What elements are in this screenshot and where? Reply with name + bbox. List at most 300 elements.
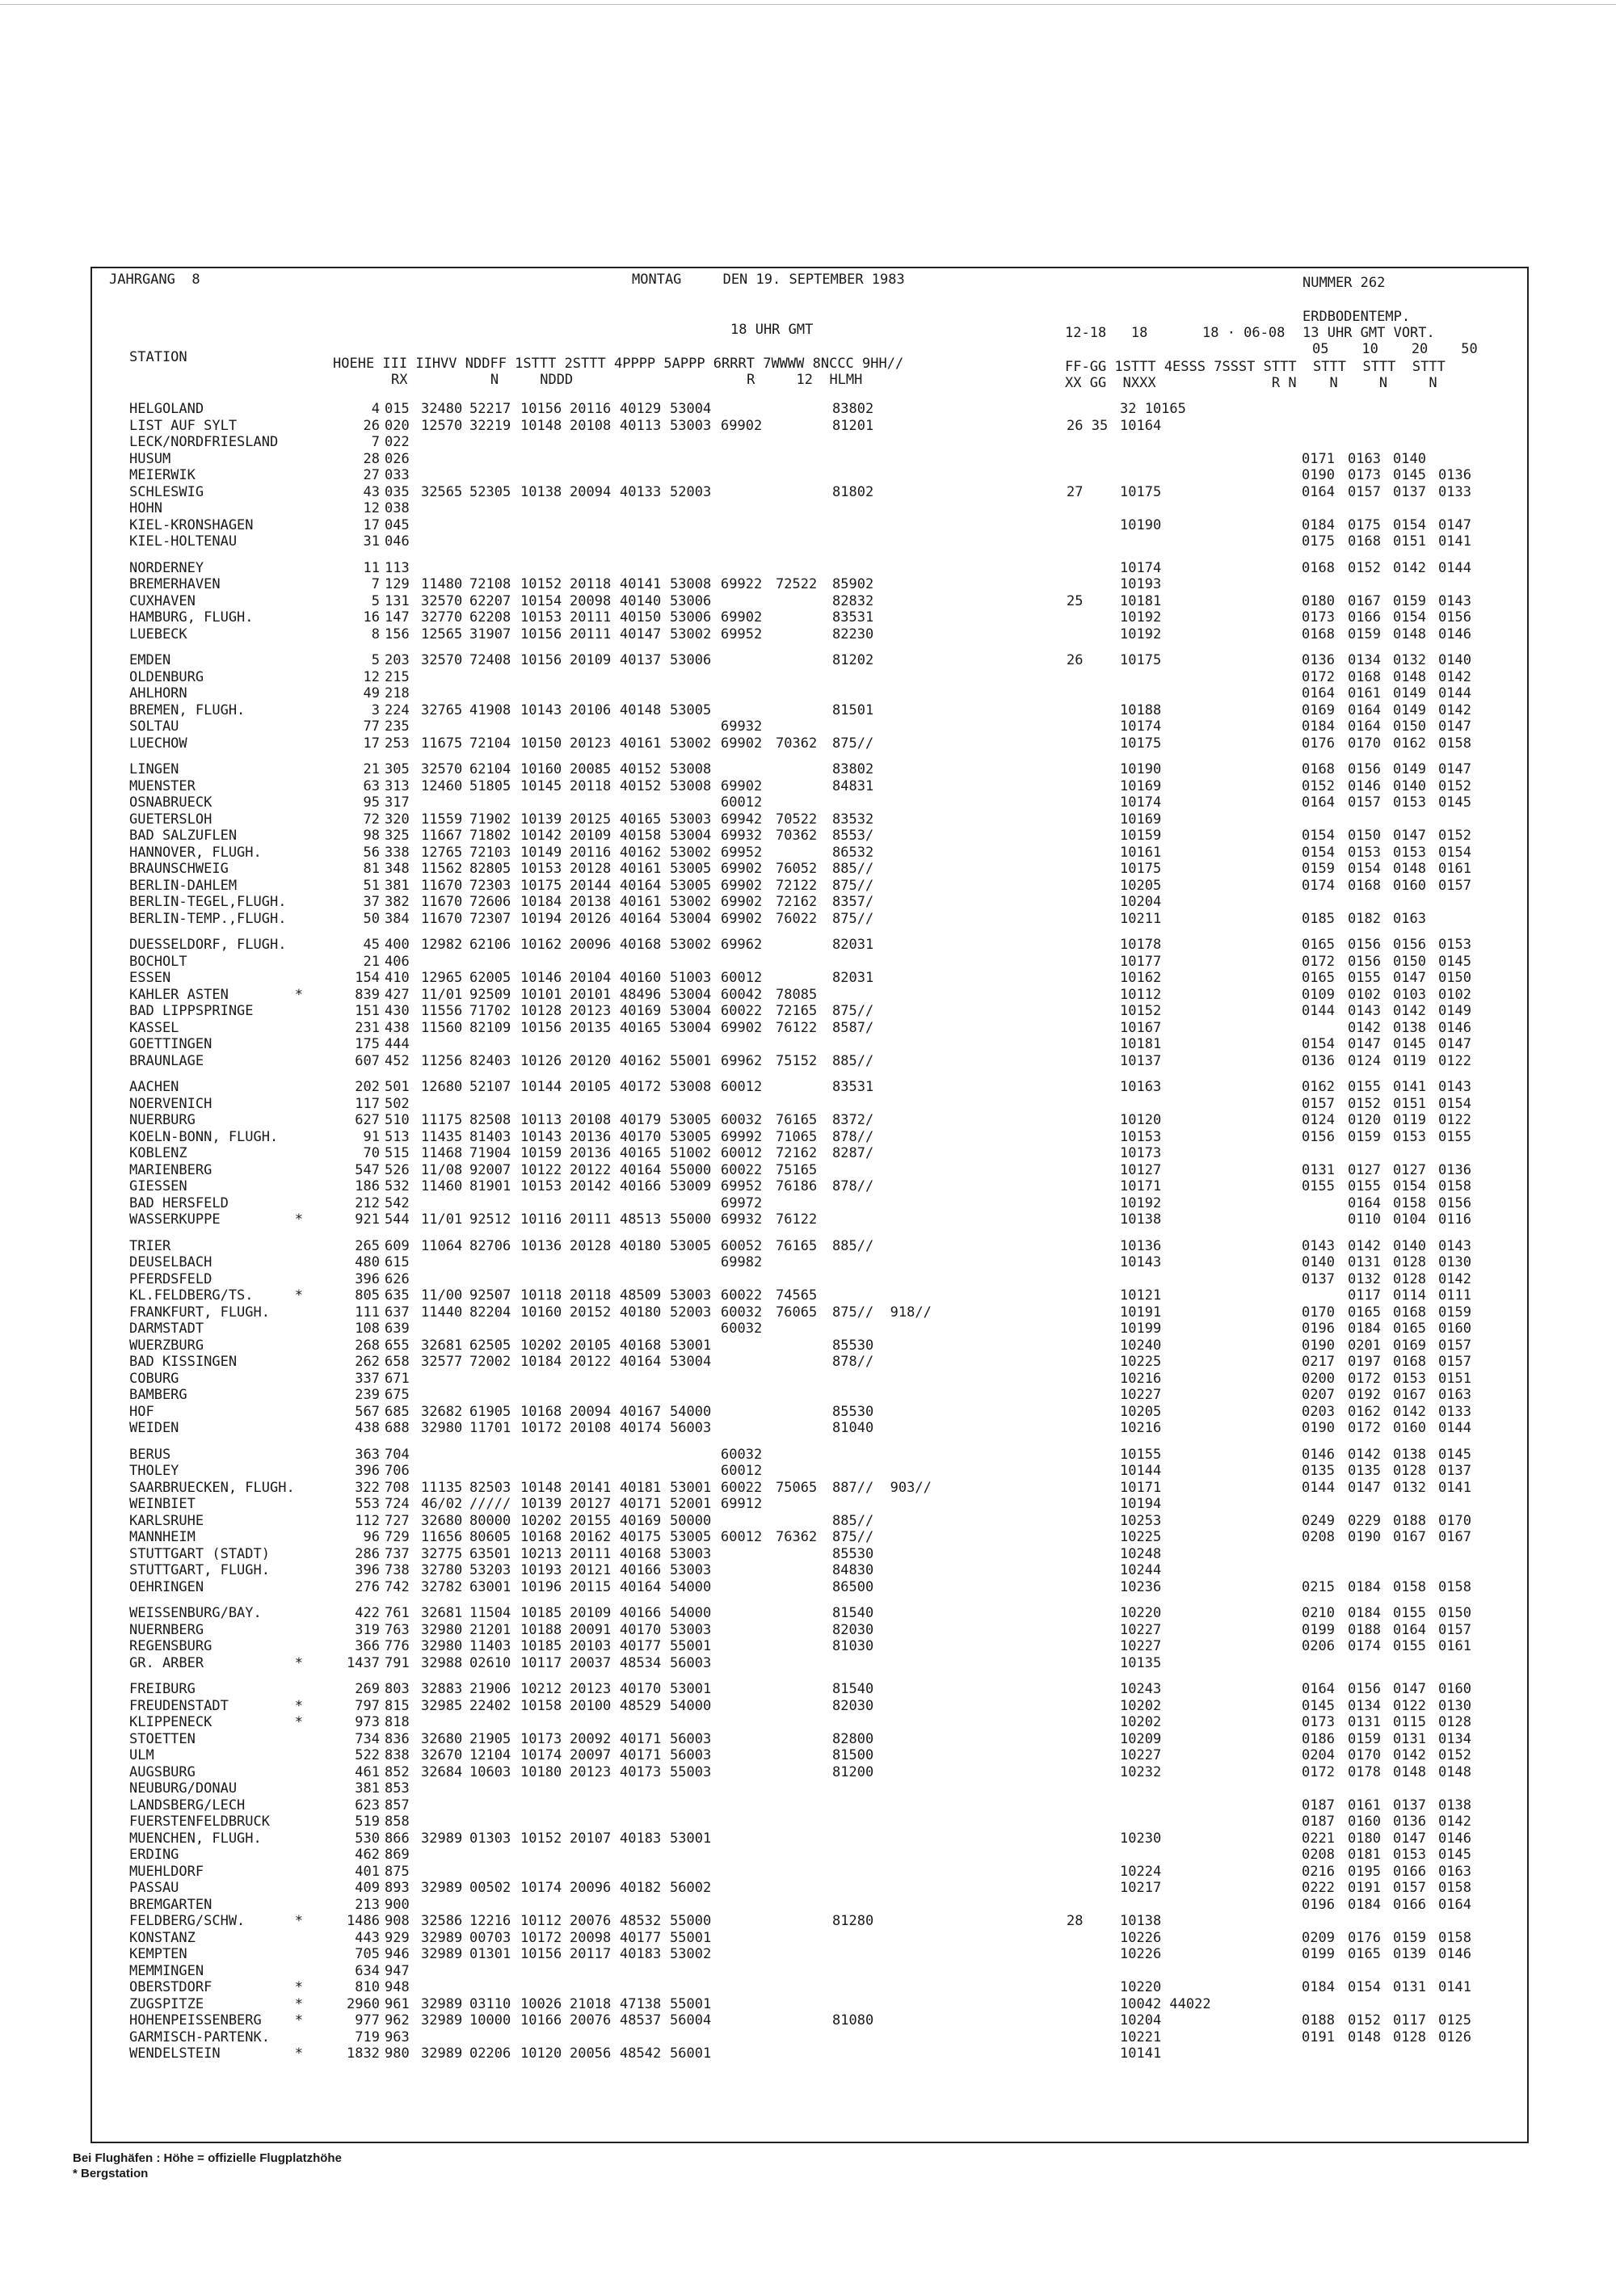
cell-iii: 430 bbox=[385, 1003, 410, 1019]
cell-e2: 0191 bbox=[1348, 1880, 1381, 1896]
cell-iii: 313 bbox=[385, 777, 410, 794]
cell-e1: 0136 bbox=[1302, 652, 1335, 668]
table-row bbox=[0, 1304, 1616, 1321]
cell-s1: 10240 bbox=[1120, 1337, 1162, 1354]
cell-station: THOLEY bbox=[129, 1463, 179, 1479]
cell-c4: 20136 bbox=[570, 1145, 612, 1161]
cell-e4: 0152 bbox=[1438, 1747, 1471, 1763]
cell-station: OSNABRUECK bbox=[129, 794, 213, 811]
cell-c1: 32670 bbox=[421, 1747, 463, 1763]
cell-e2: 0175 bbox=[1348, 516, 1381, 533]
cell-c3: 10122 bbox=[520, 1161, 562, 1178]
cell-c1: 11440 bbox=[421, 1304, 463, 1321]
group-12-18: 12-18 18 bbox=[1065, 325, 1148, 341]
cell-e1: 0184 bbox=[1302, 718, 1335, 735]
cell-c5: 40165 bbox=[620, 1145, 662, 1161]
table-row bbox=[0, 735, 1616, 752]
cell-s1: 10161 bbox=[1120, 844, 1162, 861]
cell-iii: 637 bbox=[385, 1304, 410, 1321]
cell-e4: 0152 bbox=[1438, 777, 1471, 794]
cell-station: KEMPTEN bbox=[129, 1946, 187, 1962]
cell-c4: 20094 bbox=[570, 1403, 612, 1420]
cell-iii: 203 bbox=[385, 652, 410, 668]
cell-e4: 0158 bbox=[1438, 735, 1471, 752]
cell-c4: 20106 bbox=[570, 701, 612, 718]
cell-c9: 82230 bbox=[832, 626, 874, 642]
cell-c3: 10174 bbox=[520, 1747, 562, 1763]
table-row bbox=[0, 2029, 1616, 2045]
cell-hoehe: 319 bbox=[355, 1621, 380, 1638]
table-row bbox=[0, 778, 1616, 794]
cell-c3: 10142 bbox=[520, 828, 562, 844]
cell-e1: 0154 bbox=[1302, 1036, 1335, 1052]
cell-e2: 0142 bbox=[1348, 1019, 1381, 1036]
cell-e1: 0216 bbox=[1302, 1863, 1335, 1880]
cell-e4: 0130 bbox=[1438, 1254, 1471, 1270]
cell-hoehe: 43 bbox=[363, 483, 380, 500]
table-row bbox=[0, 500, 1616, 516]
cell-station: HOHN bbox=[129, 500, 162, 516]
cell-c7: 69902 bbox=[721, 777, 763, 794]
cell-station: AACHEN bbox=[129, 1079, 179, 1095]
cell-hoehe: 63 bbox=[363, 777, 380, 794]
cell-c9: 85902 bbox=[832, 576, 874, 592]
cell-e4: 0158 bbox=[1438, 1880, 1471, 1896]
cell-c2: 53203 bbox=[469, 1562, 511, 1578]
cell-hoehe: 12 bbox=[363, 668, 380, 685]
cell-c3: 10213 bbox=[520, 1545, 562, 1562]
cell-c3: 10138 bbox=[520, 483, 562, 500]
cell-c3: 10168 bbox=[520, 1529, 562, 1545]
cell-c1: 32989 bbox=[421, 1929, 463, 1946]
cell-iii: 305 bbox=[385, 761, 410, 777]
cell-iii: 815 bbox=[385, 1697, 410, 1714]
cell-c4: 20122 bbox=[570, 1354, 612, 1370]
cell-c2: 11701 bbox=[469, 1420, 511, 1436]
cell-e1: 0172 bbox=[1302, 1763, 1335, 1780]
cell-c1: 11559 bbox=[421, 811, 463, 828]
cell-c2: 82109 bbox=[469, 1019, 511, 1036]
cell-c7: 60012 bbox=[721, 1463, 763, 1479]
cell-e4: 0142 bbox=[1438, 701, 1471, 718]
cell-e4: 0137 bbox=[1438, 1463, 1471, 1479]
cell-e2: 0146 bbox=[1348, 777, 1381, 794]
cell-c3: 10146 bbox=[520, 970, 562, 986]
cell-c4: 20138 bbox=[570, 894, 612, 910]
cell-hoehe: 7 bbox=[371, 576, 380, 592]
cell-c7: 69942 bbox=[721, 811, 763, 828]
cell-e3: 0151 bbox=[1393, 533, 1426, 550]
cell-c3: 10144 bbox=[520, 1079, 562, 1095]
cell-hoehe: 239 bbox=[355, 1387, 380, 1403]
cell-c1: 32684 bbox=[421, 1763, 463, 1780]
cell-c9: 82031 bbox=[832, 970, 874, 986]
cell-e3: 0154 bbox=[1393, 609, 1426, 626]
cell-e1: 0164 bbox=[1302, 794, 1335, 811]
cell-c1: 11562 bbox=[421, 861, 463, 877]
cell-e1: 0143 bbox=[1302, 1237, 1335, 1254]
table-row bbox=[0, 2045, 1616, 2062]
cell-iii: 131 bbox=[385, 592, 410, 609]
cell-hoehe: 202 bbox=[355, 1079, 380, 1095]
cell-e1: 0168 bbox=[1302, 626, 1335, 642]
cell-c4: 20162 bbox=[570, 1529, 612, 1545]
cell-e4: 0142 bbox=[1438, 668, 1471, 685]
cell-e3: 0128 bbox=[1393, 1270, 1426, 1287]
cell-c6: 51003 bbox=[670, 970, 712, 986]
cell-hoehe: 396 bbox=[355, 1463, 380, 1479]
cell-e2: 0167 bbox=[1348, 592, 1381, 609]
cell-s1: 10224 bbox=[1120, 1863, 1162, 1880]
cell-e2: 0143 bbox=[1348, 1003, 1381, 1019]
cell-e3: 0149 bbox=[1393, 685, 1426, 701]
cell-c1: 11468 bbox=[421, 1145, 463, 1161]
cell-e4: 0136 bbox=[1438, 467, 1471, 483]
cell-c5: 40177 bbox=[620, 1929, 662, 1946]
cell-c3: 10152 bbox=[520, 576, 562, 592]
table-row bbox=[0, 533, 1616, 550]
cell-iii: 791 bbox=[385, 1654, 410, 1671]
cell-hoehe: 810 bbox=[355, 1979, 380, 1995]
cell-hoehe: 4 bbox=[371, 401, 380, 417]
cell-e3: 0166 bbox=[1393, 1863, 1426, 1880]
cell-e1: 0215 bbox=[1302, 1578, 1335, 1595]
cell-station: STUTTGART, FLUGH. bbox=[129, 1562, 270, 1578]
cell-c1: 32480 bbox=[421, 401, 463, 417]
cell-c8: 78085 bbox=[776, 986, 818, 1003]
cell-s1: 10171 bbox=[1120, 1479, 1162, 1496]
table-row bbox=[0, 718, 1616, 735]
cell-c5: 40179 bbox=[620, 1112, 662, 1128]
cell-c5: 40171 bbox=[620, 1730, 662, 1747]
cell-station: KOBLENZ bbox=[129, 1145, 187, 1161]
cell-station: STUTTGART (STADT) bbox=[129, 1545, 270, 1562]
cell-e2: 0102 bbox=[1348, 986, 1381, 1003]
cell-iii: 033 bbox=[385, 467, 410, 483]
cell-iii: 515 bbox=[385, 1145, 410, 1161]
cell-iii: 218 bbox=[385, 685, 410, 701]
cell-e2: 0161 bbox=[1348, 1797, 1381, 1814]
cell-e2: 0197 bbox=[1348, 1354, 1381, 1370]
cell-c6: 53002 bbox=[670, 1946, 712, 1962]
table-row bbox=[0, 1546, 1616, 1562]
cell-iii: 866 bbox=[385, 1830, 410, 1847]
cell-c3: 10172 bbox=[520, 1420, 562, 1436]
cell-hoehe: 31 bbox=[363, 533, 380, 550]
cell-c8: 72162 bbox=[776, 1145, 818, 1161]
cell-e2: 0152 bbox=[1348, 559, 1381, 576]
cell-station: LUECHOW bbox=[129, 735, 187, 752]
cell-iii: 948 bbox=[385, 1979, 410, 1995]
cell-c1: 32770 bbox=[421, 609, 463, 626]
cell-c9: 82031 bbox=[832, 937, 874, 953]
cell-station: HOHENPEISSENBERG * bbox=[129, 2012, 303, 2028]
cell-hoehe: 522 bbox=[355, 1747, 380, 1763]
cell-c2: 00502 bbox=[469, 1880, 511, 1896]
cell-c4: 20123 bbox=[570, 1003, 612, 1019]
cell-s1: 10169 bbox=[1120, 777, 1162, 794]
cell-c2: 92007 bbox=[469, 1161, 511, 1178]
cell-c9: 878// bbox=[832, 1128, 874, 1145]
cell-e2: 0174 bbox=[1348, 1638, 1381, 1654]
cell-e3: 0158 bbox=[1393, 1578, 1426, 1595]
cell-c5: 40169 bbox=[620, 1003, 662, 1019]
table-row bbox=[0, 1780, 1616, 1797]
cell-c2: 32219 bbox=[469, 417, 511, 434]
cell-c1: 32765 bbox=[421, 701, 463, 718]
cell-c2: 82508 bbox=[469, 1112, 511, 1128]
cell-c4: 21018 bbox=[570, 1995, 612, 2012]
cell-c4: 20128 bbox=[570, 1237, 612, 1254]
table-row bbox=[0, 1112, 1616, 1128]
cell-c4: 20105 bbox=[570, 1079, 612, 1095]
cell-c6: 53006 bbox=[670, 609, 712, 626]
cell-c7: 60012 bbox=[721, 794, 763, 811]
cell-c6: 54000 bbox=[670, 1697, 712, 1714]
table-row bbox=[0, 811, 1616, 828]
code-header-line2: RX N NDDD R 12 HLMH bbox=[391, 372, 863, 388]
cell-iii: 235 bbox=[385, 718, 410, 735]
cell-station: WEISSENBURG/BAY. bbox=[129, 1605, 262, 1621]
cell-c3: 10156 bbox=[520, 401, 562, 417]
cell-c6: 53004 bbox=[670, 401, 712, 417]
cell-c4: 20109 bbox=[570, 1605, 612, 1621]
cell-c7: 60052 bbox=[721, 1237, 763, 1254]
cell-e4: 0157 bbox=[1438, 1337, 1471, 1354]
cell-c4: 20116 bbox=[570, 844, 612, 861]
cell-s1: 10141 bbox=[1120, 2045, 1162, 2062]
cell-hoehe: 607 bbox=[355, 1052, 380, 1069]
table-row bbox=[0, 517, 1616, 533]
cell-e3: 0147 bbox=[1393, 1830, 1426, 1847]
cell-c3: 10113 bbox=[520, 1112, 562, 1128]
cell-c6: 53003 bbox=[670, 417, 712, 434]
cell-c1: 32989 bbox=[421, 1830, 463, 1847]
cell-e4: 0143 bbox=[1438, 592, 1471, 609]
cell-hoehe: 1832 bbox=[347, 2045, 380, 2062]
cell-c9: 81030 bbox=[832, 1638, 874, 1654]
cell-c3: 10196 bbox=[520, 1578, 562, 1595]
cell-c1: 46/02 bbox=[421, 1496, 463, 1512]
cell-station: HANNOVER, FLUGH. bbox=[129, 844, 262, 861]
cell-c3: 10153 bbox=[520, 861, 562, 877]
cell-c6: 53005 bbox=[670, 861, 712, 877]
cell-c5: 48496 bbox=[620, 986, 662, 1003]
cell-c4: 20097 bbox=[570, 1747, 612, 1763]
cell-e2: 0148 bbox=[1348, 2028, 1381, 2045]
cell-e3: 0147 bbox=[1393, 828, 1426, 844]
cell-c5: 48532 bbox=[620, 1913, 662, 1929]
cell-hoehe: 705 bbox=[355, 1946, 380, 1962]
cell-iii: 836 bbox=[385, 1730, 410, 1747]
cell-station: FELDBERG/SCHW. * bbox=[129, 1913, 303, 1929]
cell-c2: 21201 bbox=[469, 1621, 511, 1638]
cell-e1: 0190 bbox=[1302, 1420, 1335, 1436]
cell-e3: 0142 bbox=[1393, 559, 1426, 576]
cell-c3: 10149 bbox=[520, 844, 562, 861]
cell-c5: 40162 bbox=[620, 844, 662, 861]
cell-s1: 10112 bbox=[1120, 986, 1162, 1003]
cell-c2: 92512 bbox=[469, 1211, 511, 1228]
cell-c3: 10184 bbox=[520, 1354, 562, 1370]
cell-e2: 0168 bbox=[1348, 668, 1381, 685]
cell-c8: 70362 bbox=[776, 828, 818, 844]
cell-e2: 0131 bbox=[1348, 1254, 1381, 1270]
cell-c4: 20144 bbox=[570, 877, 612, 894]
cell-iii: 729 bbox=[385, 1529, 410, 1545]
cell-c5: 40147 bbox=[620, 626, 662, 642]
cell-c1: 32775 bbox=[421, 1545, 463, 1562]
cell-s1: 10205 bbox=[1120, 877, 1162, 894]
cell-s1: 10236 bbox=[1120, 1578, 1162, 1595]
cell-e1: 0206 bbox=[1302, 1638, 1335, 1654]
table-row bbox=[0, 1622, 1616, 1638]
cell-iii: 035 bbox=[385, 483, 410, 500]
cell-station: SOLTAU bbox=[129, 718, 179, 735]
cell-c5: 40152 bbox=[620, 761, 662, 777]
table-row bbox=[0, 560, 1616, 576]
cell-station: BREMEN, FLUGH. bbox=[129, 701, 246, 718]
cell-c1: 32989 bbox=[421, 1995, 463, 2012]
cell-e1: 0159 bbox=[1302, 861, 1335, 877]
table-row bbox=[0, 434, 1616, 450]
code-header-line2b: XX GG NXXX R N N N N bbox=[1065, 375, 1437, 391]
cell-e3: 0115 bbox=[1393, 1714, 1426, 1730]
cell-c9: 84830 bbox=[832, 1562, 874, 1578]
cell-iii: 609 bbox=[385, 1237, 410, 1254]
cell-c6: 55000 bbox=[670, 1161, 712, 1178]
cell-e1: 0164 bbox=[1302, 1681, 1335, 1697]
cell-e2: 0166 bbox=[1348, 609, 1381, 626]
cell-c9: 81540 bbox=[832, 1681, 874, 1697]
cell-s1: 10227 bbox=[1120, 1638, 1162, 1654]
cell-c4: 20116 bbox=[570, 401, 612, 417]
cell-s1: 10211 bbox=[1120, 910, 1162, 927]
cell-c5: 40164 bbox=[620, 1578, 662, 1595]
cell-e3: 0155 bbox=[1393, 1638, 1426, 1654]
cell-e4: 0160 bbox=[1438, 1321, 1471, 1337]
cell-c5: 40164 bbox=[620, 1161, 662, 1178]
cell-station: BERLIN-TEMP.,FLUGH. bbox=[129, 910, 287, 927]
table-row bbox=[0, 1830, 1616, 1847]
cell-c3: 10160 bbox=[520, 761, 562, 777]
cell-iii: 929 bbox=[385, 1929, 410, 1946]
cell-c4: 20085 bbox=[570, 761, 612, 777]
cell-hoehe: 51 bbox=[363, 877, 380, 894]
cell-iii: 962 bbox=[385, 2012, 410, 2028]
cell-c4: 20101 bbox=[570, 986, 612, 1003]
cell-c6: 53004 bbox=[670, 910, 712, 927]
cell-e1: 0207 bbox=[1302, 1387, 1335, 1403]
table-row bbox=[0, 1238, 1616, 1254]
cell-hoehe: 96 bbox=[363, 1529, 380, 1545]
cell-c5: 40175 bbox=[620, 1529, 662, 1545]
cell-c5: 40133 bbox=[620, 483, 662, 500]
cell-c9: 81040 bbox=[832, 1420, 874, 1436]
cell-hoehe: 797 bbox=[355, 1697, 380, 1714]
cell-hoehe: 409 bbox=[355, 1880, 380, 1896]
cell-c5: 40180 bbox=[620, 1304, 662, 1321]
cell-hoehe: 623 bbox=[355, 1797, 380, 1814]
cell-station: GARMISCH-PARTENK. bbox=[129, 2028, 270, 2045]
cell-c7: 69992 bbox=[721, 1128, 763, 1145]
cell-c1: 32681 bbox=[421, 1337, 463, 1354]
cell-c6: 55003 bbox=[670, 1763, 712, 1780]
cell-c6: 56003 bbox=[670, 1420, 712, 1436]
cell-c1: 12565 bbox=[421, 626, 463, 642]
cell-s1: 10193 bbox=[1120, 576, 1162, 592]
cell-s1: 10169 bbox=[1120, 811, 1162, 828]
cell-c8: 72165 bbox=[776, 1003, 818, 1019]
cell-c8: 74565 bbox=[776, 1287, 818, 1304]
cell-station: COBURG bbox=[129, 1370, 179, 1387]
cell-e2: 0152 bbox=[1348, 2012, 1381, 2028]
cell-e4: 0141 bbox=[1438, 533, 1471, 550]
cell-e4: 0159 bbox=[1438, 1304, 1471, 1321]
cell-e2: 0110 bbox=[1348, 1211, 1381, 1228]
cell-station: GUETERSLOH bbox=[129, 811, 213, 828]
cell-e3: 0160 bbox=[1393, 1420, 1426, 1436]
cell-e2: 0131 bbox=[1348, 1714, 1381, 1730]
cell-hoehe: 805 bbox=[355, 1287, 380, 1304]
cell-e4: 0143 bbox=[1438, 1237, 1471, 1254]
cell-c1: 12965 bbox=[421, 970, 463, 986]
cell-c9: 878// bbox=[832, 1178, 874, 1194]
cell-iii: 129 bbox=[385, 576, 410, 592]
cell-c4: 20127 bbox=[570, 1496, 612, 1512]
cell-e4: 0146 bbox=[1438, 626, 1471, 642]
cell-c4: 20096 bbox=[570, 937, 612, 953]
cell-e3: 0131 bbox=[1393, 1979, 1426, 1995]
table-row bbox=[0, 609, 1616, 626]
cell-station: BREMGARTEN bbox=[129, 1896, 213, 1913]
cell-iii: 961 bbox=[385, 1995, 410, 2012]
cell-iii: 020 bbox=[385, 417, 410, 434]
cell-c1: 11256 bbox=[421, 1052, 463, 1069]
cell-iii: 869 bbox=[385, 1847, 410, 1863]
cell-c4: 20091 bbox=[570, 1621, 612, 1638]
cell-c4: 20109 bbox=[570, 828, 612, 844]
cell-station: NEUBURG/DONAU bbox=[129, 1780, 238, 1797]
cell-hoehe: 839 bbox=[355, 986, 380, 1003]
cell-c4: 20135 bbox=[570, 1019, 612, 1036]
cell-c3: 10188 bbox=[520, 1621, 562, 1638]
cell-c1: 32586 bbox=[421, 1913, 463, 1929]
cell-s1: 10227 bbox=[1120, 1621, 1162, 1638]
cell-iii: 635 bbox=[385, 1287, 410, 1304]
cell-hoehe: 108 bbox=[355, 1321, 380, 1337]
cell-c5: 40183 bbox=[620, 1830, 662, 1847]
cell-e1: 0144 bbox=[1302, 1479, 1335, 1496]
cell-c9: 82030 bbox=[832, 1621, 874, 1638]
cell-c3: 10202 bbox=[520, 1337, 562, 1354]
cell-c3: 10026 bbox=[520, 1995, 562, 2012]
cell-c9: 83531 bbox=[832, 1079, 874, 1095]
cell-e4: 0167 bbox=[1438, 1529, 1471, 1545]
cell-iii: 427 bbox=[385, 986, 410, 1003]
cell-c7: 60032 bbox=[721, 1112, 763, 1128]
cell-c7: 69902 bbox=[721, 910, 763, 927]
cell-c1: 32989 bbox=[421, 2045, 463, 2062]
cell-station: BAMBERG bbox=[129, 1387, 187, 1403]
cell-station: BAD KISSINGEN bbox=[129, 1354, 238, 1370]
table-row bbox=[0, 1496, 1616, 1512]
table-row bbox=[0, 1897, 1616, 1913]
cell-c3: 10156 bbox=[520, 652, 562, 668]
cell-c4: 20100 bbox=[570, 1697, 612, 1714]
cell-e2: 0201 bbox=[1348, 1337, 1381, 1354]
cell-hoehe: 50 bbox=[363, 910, 380, 927]
